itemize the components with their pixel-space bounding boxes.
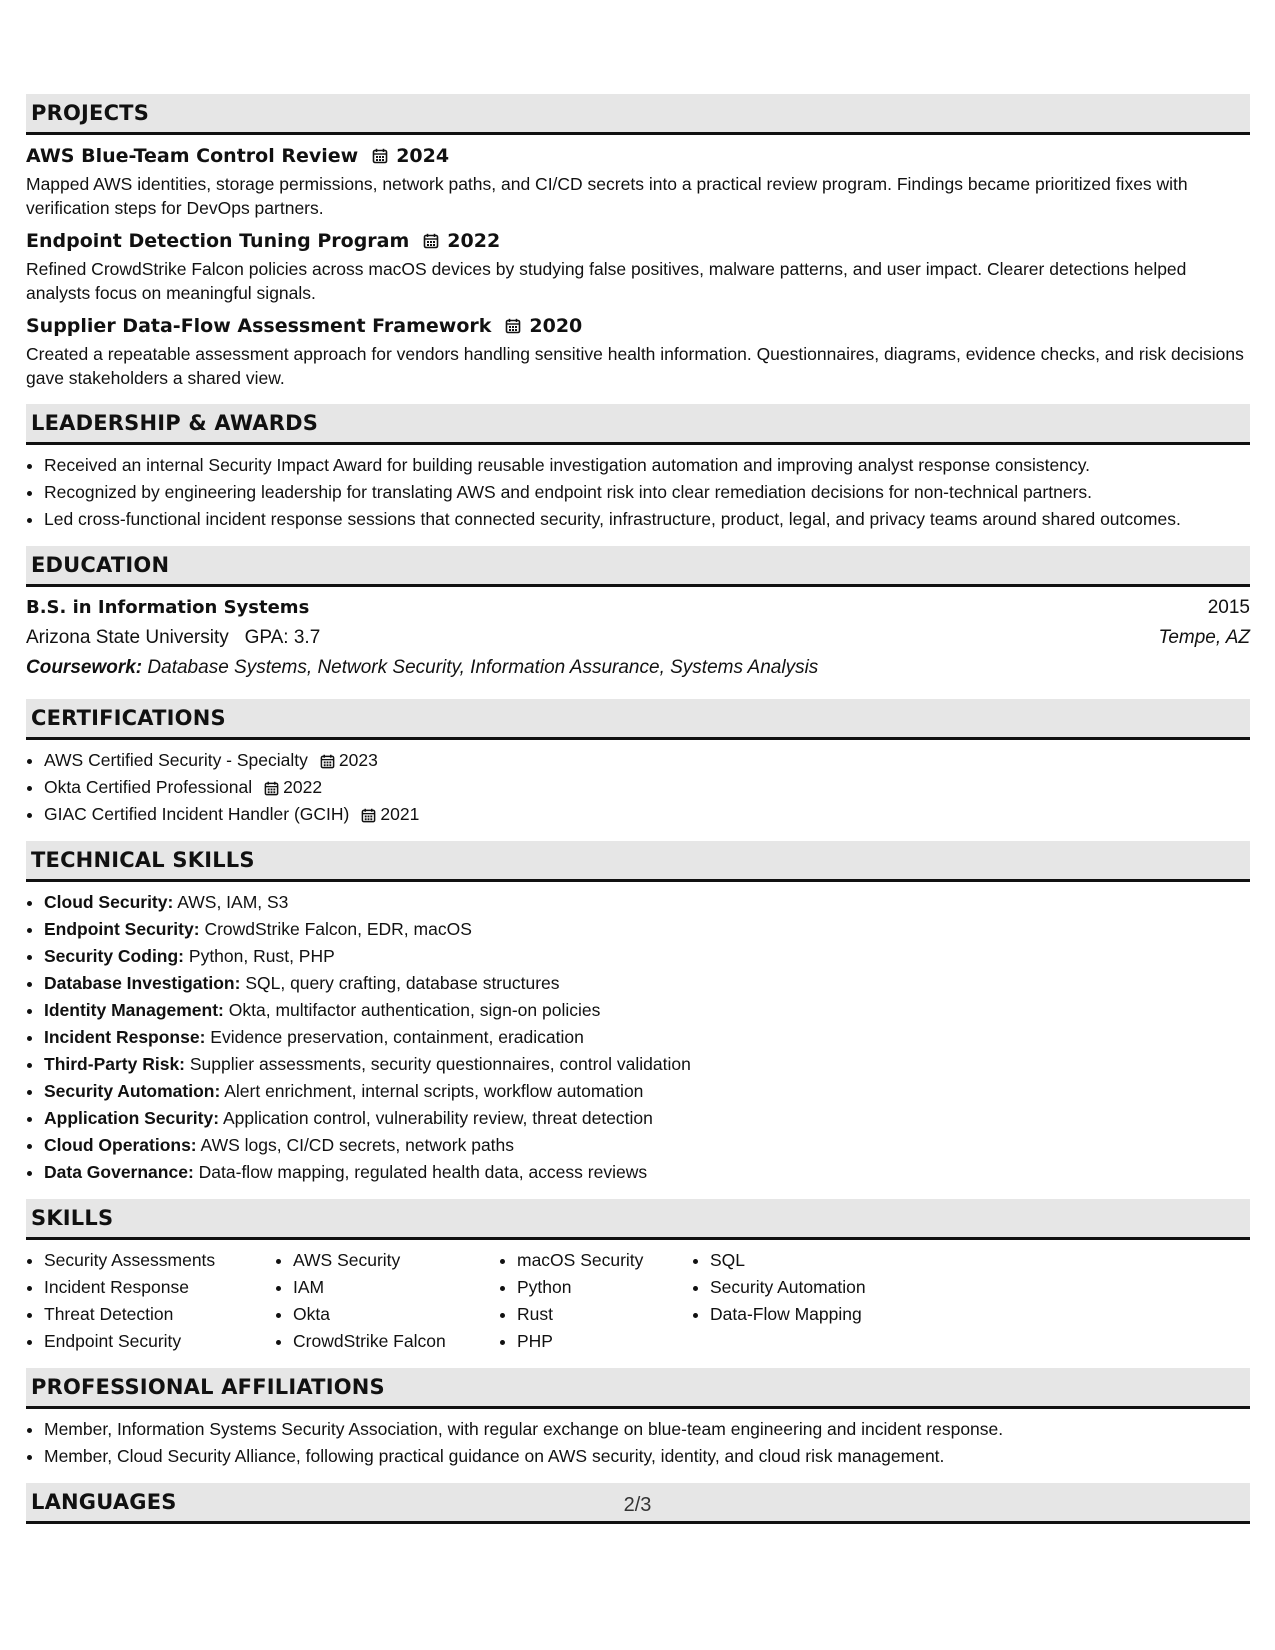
calendar-icon — [423, 233, 439, 249]
skill-category: Data Governance: — [44, 1162, 194, 1182]
skill-values: Okta, multifactor authentication, sign-on policies — [228, 1000, 601, 1020]
list-item: • AWS Security — [293, 1248, 499, 1272]
certifications-list — [26, 748, 1250, 826]
gpa: GPA: 3.7 — [244, 627, 321, 648]
list-item — [44, 1160, 1250, 1184]
skill-category: Incident Response: — [44, 1027, 206, 1047]
cert-name: Okta Certified Professional — [44, 777, 253, 797]
list-item: • Incident Response — [44, 1275, 275, 1299]
list-item — [44, 917, 1250, 941]
section-heading-languages: LANGUAGES — [26, 1483, 1250, 1524]
degree: B.S. in Information Systems — [26, 597, 310, 618]
skill-values: CrowdStrike Falcon, EDR, macOS — [204, 919, 472, 939]
list-item: • IAM — [293, 1275, 499, 1299]
list-item — [44, 998, 1250, 1022]
skill-category: Security Automation: — [44, 1081, 221, 1101]
cert-year: 2022 — [283, 777, 323, 797]
list-item — [44, 971, 1250, 995]
list-item: • Received an internal Security Impact Award for building reusable investigation automation and improving analyst response consistency. — [44, 453, 1250, 477]
list-item — [44, 1025, 1250, 1049]
list-item: • Recognized by engineering leadership for translating AWS and endpoint risk into clear remediation decisions for non-technical partners. — [44, 480, 1250, 504]
skill-values: Evidence preservation, containment, eradication — [210, 1027, 584, 1047]
section-heading-skills: SKILLS — [26, 1199, 1250, 1240]
project-year: 2022 — [447, 230, 501, 252]
skill-values: Application control, vulnerability review, threat detection — [222, 1108, 653, 1128]
coursework-label: Coursework: — [26, 657, 143, 678]
project-item — [26, 229, 1250, 305]
project-description: Refined CrowdStrike Falcon policies across macOS devices by studying false positives, malware patterns, and user impact. Clearer detections helped analysts focus on meaningful signals. — [26, 259, 1187, 303]
cert-name: AWS Certified Security - Specialty — [44, 750, 308, 770]
skills-column — [275, 1248, 499, 1356]
skills-column — [499, 1248, 692, 1356]
skills-grid — [26, 1248, 1250, 1356]
project-item — [26, 144, 1250, 220]
list-item — [44, 775, 1250, 799]
list-item: • Okta — [293, 1302, 499, 1326]
school-name: Arizona State University — [26, 627, 229, 648]
coursework — [26, 653, 1250, 683]
list-item: • Member, Information Systems Security Association, with regular exchange on blue-team engineering and incident response. — [44, 1417, 1250, 1441]
list-item: • Endpoint Security — [44, 1329, 275, 1353]
affiliations-list — [26, 1417, 1250, 1468]
list-item: • Threat Detection — [44, 1302, 275, 1326]
section-heading-certifications: CERTIFICATIONS — [26, 699, 1250, 740]
section-heading-education: EDUCATION — [26, 546, 1250, 587]
skills-column — [26, 1248, 275, 1356]
cert-year: 2021 — [380, 804, 420, 824]
graduation-year: 2015 — [1207, 597, 1250, 618]
skills-column — [692, 1248, 930, 1356]
section-heading-affiliations: PROFESSIONAL AFFILIATIONS — [26, 1368, 1250, 1409]
skill-values: Alert enrichment, internal scripts, workflow automation — [224, 1081, 644, 1101]
list-item: • Rust — [517, 1302, 692, 1326]
list-item: • Data-Flow Mapping — [710, 1302, 930, 1326]
list-item: • Python — [517, 1275, 692, 1299]
skill-category: Security Coding: — [44, 946, 185, 966]
skill-category: Database Investigation: — [44, 973, 241, 993]
cert-name: GIAC Certified Incident Handler (GCIH) — [44, 804, 350, 824]
project-year: 2024 — [396, 145, 450, 167]
calendar-icon — [320, 754, 335, 769]
skill-values: AWS, IAM, S3 — [177, 892, 289, 912]
list-item — [44, 944, 1250, 968]
list-item: • Led cross-functional incident response sessions that connected security, infrastructure, product, legal, and privacy teams around shared outcomes. — [44, 507, 1250, 531]
skill-values: Supplier assessments, security questionnaires, control validation — [189, 1054, 691, 1074]
project-title: AWS Blue-Team Control Review — [26, 145, 359, 167]
project-year: 2020 — [529, 315, 583, 337]
list-item: • PHP — [517, 1329, 692, 1353]
project-description: Mapped AWS identities, storage permissions, network paths, and CI/CD secrets into a practical review program. Findings became prioritized fixes with verification steps for DevOps partners. — [26, 174, 1188, 218]
skill-category: Identity Management: — [44, 1000, 224, 1020]
education-entry — [26, 593, 1250, 683]
skill-category: Third-Party Risk: — [44, 1054, 185, 1074]
page-number: 2/3 — [623, 1494, 652, 1516]
list-item — [44, 1106, 1250, 1130]
skill-category: Cloud Operations: — [44, 1135, 197, 1155]
list-item: • Security Automation — [710, 1275, 930, 1299]
list-item — [44, 748, 1250, 772]
skill-values: Data-flow mapping, regulated health data, access reviews — [198, 1162, 648, 1182]
list-item: • Member, Cloud Security Alliance, following practical guidance on AWS security, identity, and cloud risk management. — [44, 1444, 1250, 1468]
project-item — [26, 314, 1250, 390]
calendar-icon — [372, 148, 388, 164]
skill-category: Endpoint Security: — [44, 919, 200, 939]
list-item — [44, 1052, 1250, 1076]
skill-values: Python, Rust, PHP — [188, 946, 335, 966]
calendar-icon — [264, 781, 279, 796]
project-title: Supplier Data-Flow Assessment Framework — [26, 315, 492, 337]
coursework-list: Database Systems, Network Security, Information Assurance, Systems Analysis — [147, 657, 819, 678]
section-heading-projects: PROJECTS — [26, 94, 1250, 135]
school-location: Tempe, AZ — [1158, 627, 1250, 648]
list-item — [44, 1133, 1250, 1157]
section-heading-technical-skills: TECHNICAL SKILLS — [26, 841, 1250, 882]
list-item: • Security Assessments — [44, 1248, 275, 1272]
skill-category: Application Security: — [44, 1108, 220, 1128]
skill-category: Cloud Security: — [44, 892, 174, 912]
resume-page — [26, 94, 1250, 1524]
project-description: Created a repeatable assessment approach for vendors handling sensitive health information. Questionnaires, diagrams, evidence checks, and risk decisions gave stakeholders a shared view. — [26, 344, 1244, 388]
technical-skills-list — [26, 890, 1250, 1184]
calendar-icon — [361, 808, 376, 823]
section-heading-leadership: LEADERSHIP & AWARDS — [26, 404, 1250, 445]
cert-year: 2023 — [338, 750, 378, 770]
calendar-icon — [505, 318, 521, 334]
project-title: Endpoint Detection Tuning Program — [26, 230, 410, 252]
skill-values: AWS logs, CI/CD secrets, network paths — [200, 1135, 515, 1155]
list-item — [44, 890, 1250, 914]
skill-values: SQL, query crafting, database structures — [245, 973, 560, 993]
list-item: • SQL — [710, 1248, 930, 1272]
list-item — [44, 1079, 1250, 1103]
list-item: • macOS Security — [517, 1248, 692, 1272]
list-item — [44, 802, 1250, 826]
leadership-list — [26, 453, 1250, 531]
list-item: • CrowdStrike Falcon — [293, 1329, 499, 1353]
